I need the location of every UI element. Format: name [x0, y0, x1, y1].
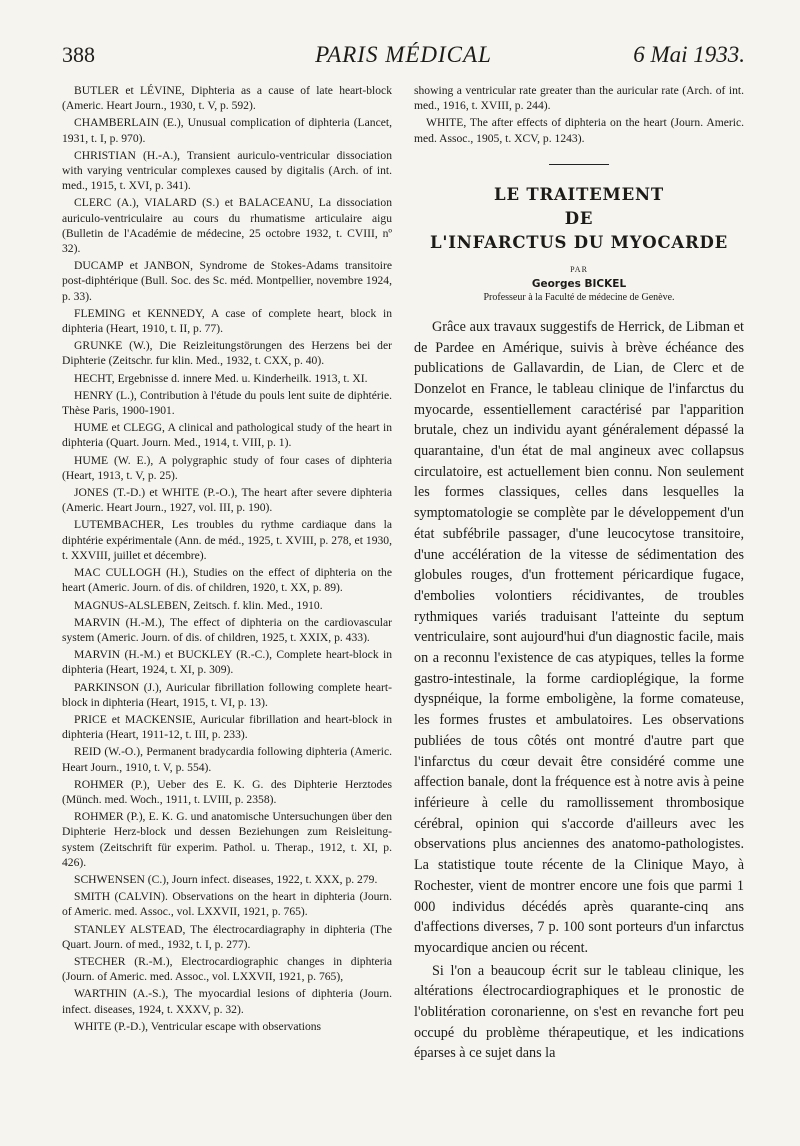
reference-entry: SCHWENSEN (C.), Journ infect. diseases, 1922, t. XXX, p. 279.	[74, 872, 378, 886]
article-title-line-2: DE	[564, 208, 594, 228]
reference-entry: CHRISTIAN (H.-A.), Transient auriculo-ventricular dissociation with varying ventricular complexes caused by digitalis (Arch. of int. med., 1915, t. XVI, p. 341).	[62, 148, 392, 193]
reference-entry: HUME et CLEGG, A clinical and pathological study of the heart in diphteria (Quart. Journ. Med., 1914, t. VIII, p. 1).	[62, 421, 392, 450]
reference-entry: CHAMBERLAIN (E.), Unusual complication of diphteria (Lancet, 1931, t. I, p. 970).	[62, 116, 392, 145]
reference-entry: MAC CULLOGH (H.), Studies on the effect of diphteria on the heart (Americ. Journ. of dis. of children, 1920, t. XX, p. 89).	[62, 566, 392, 595]
author-name: Georges BICKEL	[531, 277, 627, 290]
reference-entry: PARKINSON (J.), Auricular fibrillation following complete heart-block in diphteria (Heart, 1915, t. VI, p. 13).	[62, 680, 392, 709]
reference-entry: STANLEY ALSTEAD, The électrocardiagraphy in diphteria (The Quart. Journ. of med., 1932, t. I, p. 277).	[62, 922, 392, 951]
reference-entry: MARVIN (H.-M.), The effect of diphteria on the cardiovascular system (Americ. Journ. of dis. of children, 1925, t. XXIX, p. 433).	[62, 615, 392, 644]
page-header	[62, 40, 745, 76]
section-divider	[549, 164, 609, 165]
reference-entry: ROHMER (P.), Ueber des E. K. G. des Diphterie Herztodes (Münch. med. Woch., 1911, t. LVIII, p. 2358).	[62, 777, 392, 806]
page-number: 388	[62, 42, 95, 67]
journal-title: PARIS MÉDICAL	[315, 42, 492, 67]
article-paragraph: Si l'on a beaucoup écrit sur le tableau clinique, les altérations électrocardiographiques et le pronostic de l'oblitération coronarienne, on s'est en revanche fort peu occupé du problème thérapeutique, et les indications éparses à ce sujet dans la	[414, 962, 744, 1062]
reference-entry: MAGNUS-ALSLEBEN, Zeitsch. f. klin. Med., 1910.	[74, 598, 323, 612]
reference-entry: REID (W.-O.), Permanent bradycardia following diphteria (Americ. Heart Journ., 1910, t. V, p. 554).	[62, 745, 392, 774]
reference-entry: WARTHIN (A.-S.), The myocardial lesions of diphteria (Journ. infect. diseases, 1924, t. XXXV, p. 32).	[62, 987, 392, 1016]
article-title-line-3: L'INFARCTUS DU MYOCARDE	[430, 232, 728, 252]
issue-date: 6 Mai 1933.	[633, 42, 745, 67]
reference-entry: STECHER (R.-M.), Electrocardiographic changes in diphteria (Journ. of Americ. med. Assoc., vol. LXXVII, 1921, p. 765),	[62, 954, 392, 984]
reference-entry: showing a ventricular rate greater than the auricular rate (Arch. of int. med., 1916, t. XVIII, p. 244).	[414, 84, 744, 113]
reference-entry: PRICE et MACKENSIE, Auricular fibrillation and heart-block in diphteria (Heart, 1911-12, t. III, p. 233).	[62, 712, 392, 742]
reference-entry: FLEMING et KENNEDY, A case of complete heart, block in diphteria (Heart, 1910, t. II, p. 77).	[62, 306, 392, 336]
reference-entry: WHITE, The after effects of diphteria on the heart (Journ. Americ. med. Assoc., 1905, t. XCV, p. 1243).	[414, 116, 744, 145]
reference-entry: JONES (T.-D.) et WHITE (P.-O.), The heart after severe diphteria (Americ. Heart Journ., 1927, vol. III, p. 190).	[62, 486, 392, 515]
reference-entry: BUTLER et LÉVINE, Diphteria as a cause of late heart-block (Americ. Heart Journ., 1930, t. V, p. 592).	[62, 84, 392, 113]
reference-entry: GRUNKE (W.), Die Reizleitungstörungen des Herzens bei der Diphterie (Zeitschr. fur klin. Med., 1932, t. CXX, p. 40).	[62, 339, 392, 368]
reference-entry: HUME (W. E.), A polygraphic study of four cases of diphteria (Heart, 1913, t. V, p. 25).	[62, 453, 392, 482]
reference-entry: HECHT, Ergebnisse d. innere Med. u. Kinderheilk. 1913, t. XI.	[74, 371, 368, 385]
left-column-references	[62, 83, 392, 1036]
right-column	[414, 83, 744, 1064]
reference-entry: ROHMER (P.), E. K. G. und anatomische Untersuchungen über den Diphterie Herz-block und dessen Beziehungen zum Reisleitung-system (Zeitschrift für experim. Pathol. u. Therap., 1912, t. XI, p. 426).	[62, 810, 392, 869]
reference-entry: HENRY (L.), Contribution à l'étude du pouls lent suite de diphtérie. Thèse Paris, 1900-1901.	[62, 388, 392, 418]
reference-entry: LUTEMBACHER, Les troubles du rythme cardiaque dans la diphtérie expérimentale (Ann. de méd., 1925, t. XVIII, p. 278, et 1930, t. XXVIII, juillet et décembre).	[62, 518, 392, 562]
article-paragraph: Grâce aux travaux suggestifs de Herrick, de Libman et de Pardee en Amérique, suivis à brève échéance des publications de Gallavardin, de Lian, de Clerc et de Donzelot en France, le tableau clinique de l'infarctus du myocarde, essentiellement caractérisé par l'apparition brutale, chez un individu ayant généralement dépassé la quarantaine, d'un état de mal angineux avec collapsus circulatoire, est actuellement bien connu. Non seulement les formes classiques, celles dans lesquelles la symptomatologie se complète par le développement d'un état subfébrile passager, d'une leucocytose transitoire, d'une accélération de la vitesse de sédimentation des globules rouges, d'un frottement péricardique fugace, d'embolies volontiers récidivantes, de troubles rythmiques variés traduisant l'atteinte du septum ventriculaire, sont aujourd'hui d'un diagnostic facile, mais on a reconnu l'existence de cas atypiques, telles la forme gastro-intestinale, la forme cardioplégique, la forme dyspnéique, la forme emboligène, la forme comateuse, les formes frustes et ambulatoires. Les observations publiées de tous côtés ont montré d'autre part que l'infarctus du cœur devait être considéré comme une affection banale, dont la fréquence est à notre avis à peine inférieure à celle du ramollissement thrombosique cérébral, opinion qui s'accorde d'ailleurs avec les observations plus anciennes des anatomo-pathologistes. La statistique toute récente de la Clinique Mayo, à Rochester, vient de montrer encore une fois que parmi 1 000 individus décédés après quarante-cinq ans d'affections diverses, 7 p. 100 sont porteurs d'un infarctus myocardique ancien ou récent.	[414, 318, 744, 956]
article-title-line-1: LE TRAITEMENT	[494, 184, 664, 204]
byline-par: PAR	[570, 264, 588, 274]
reference-entry: MARVIN (H.-M.) et BUCKLEY (R.-C.), Complete heart-block in diphteria (Heart, 1924, t. XI, p. 309).	[62, 648, 392, 677]
reference-entry: DUCAMP et JANBON, Syndrome de Stokes-Adams transitoire post-diphtérique (Bull. Soc. des Sc. méd. Montpellier, novembre 1924, p. 33).	[62, 259, 392, 303]
author-affiliation: Professeur à la Faculté de médecine de Genève.	[483, 291, 675, 303]
reference-entry: WHITE (P.-D.), Ventricular escape with observations	[74, 1019, 322, 1033]
reference-entry: SMITH (CALVIN). Observations on the heart in diphteria (Journ. of Americ. med. Assoc., vol. LXXVII, 1921, p. 765).	[62, 890, 392, 919]
reference-entry: CLERC (A.), VIALARD (S.) et BALACEANU, La dissociation auriculo-ventriculaire au cours du rhumatisme articulaire aigu (Bulletin de l'Académie de médecine, 25 octobre 1932, t. CVIII, nº 32).	[62, 196, 392, 256]
